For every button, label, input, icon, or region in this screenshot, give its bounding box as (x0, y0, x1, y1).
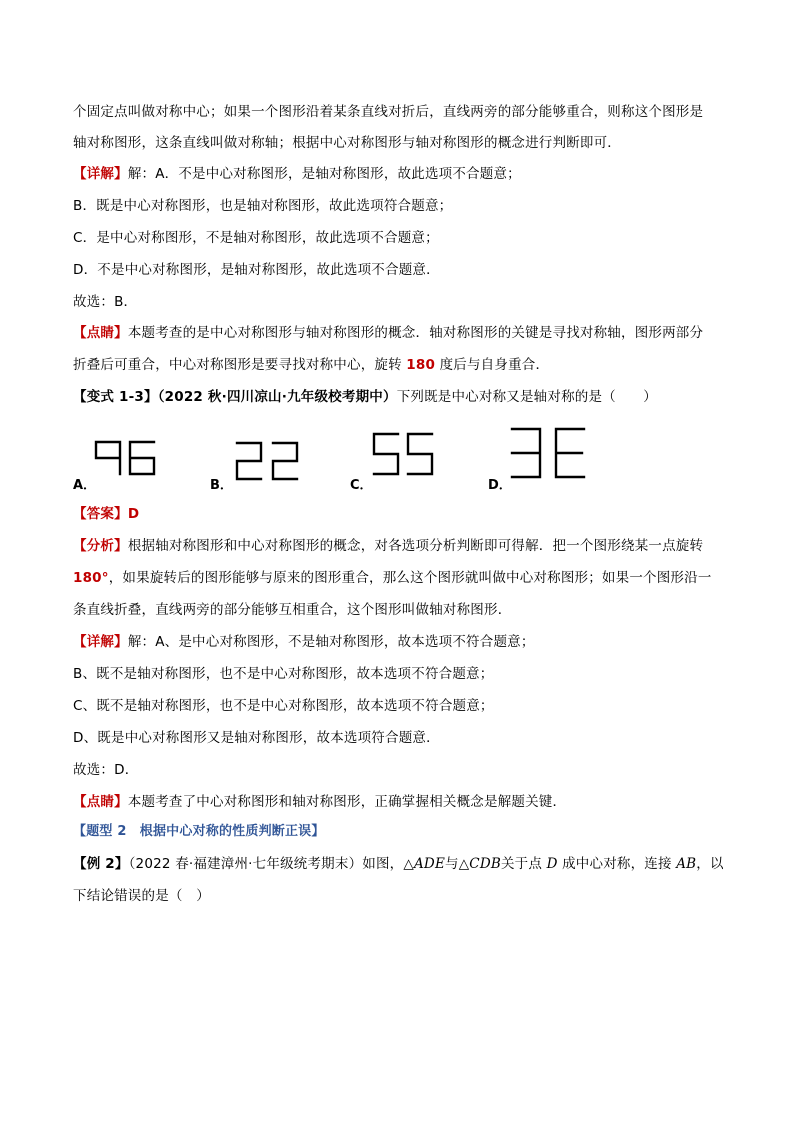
analysis-tag: 【分析】 (73, 538, 128, 554)
option-d-figure-3e (510, 427, 588, 479)
detail-line-b: B．既是中心对称图形，也是轴对称图形，故此选项符合题意； (73, 198, 453, 214)
example-tag: 【例 2】 (73, 856, 129, 872)
option-b-figure-22 (235, 441, 301, 481)
variant-comment-tag: 【点睛】 (73, 794, 128, 810)
detail-tag: 【详解】 (73, 166, 128, 182)
answer-line (73, 504, 139, 524)
choice-line: 故选：B． (73, 294, 138, 310)
option-c-figure-55 (372, 432, 436, 476)
variant-tag: 【变式 1-3】 (73, 389, 158, 405)
variant-source: （2022 秋·四川凉山·九年级校考期中） (157, 389, 397, 405)
option-b-label: B． (210, 478, 233, 493)
option-a-label: A． (73, 478, 97, 493)
variant-detail-tag: 【详解】 (73, 634, 128, 650)
detail-line-a: 【详解】解：A．不是中心对称图形，是轴对称图形，故此选项不合题意； (73, 166, 521, 182)
detail-line-c: C．是中心对称图形，不是轴对称图形，故此选项不合题意； (73, 230, 439, 246)
example-question-line-1: 【例 2】（2022 春·福建漳州·七年级统考期末）如图，△ADE与△CDB关于点 D 成中心对称，连接 AB，以 (73, 856, 724, 872)
variant-detail-line-d: D、既是中心对称图形又是轴对称图形，故本选项符合题意． (73, 730, 440, 746)
variant-comment-line: 【点睛】本题考查了中心对称图形和轴对称图形，正确掌握相关概念是解题关键． (73, 794, 567, 810)
variant-detail-line-c: C、既不是轴对称图形，也不是中心对称图形，故本选项不符合题意； (73, 698, 494, 714)
answer-tag: 【答案】 (73, 506, 128, 522)
option-c-label: C． (350, 478, 373, 493)
comment-tag: 【点睛】 (73, 325, 128, 341)
comment-line-1: 【点睛】本题考查的是中心对称图形与轴对称图形的概念．轴对称图形的关键是寻找对称轴，图形两部分 (73, 325, 704, 341)
detail-line-d: D．不是中心对称图形，是轴对称图形，故此选项不合题意． (73, 262, 440, 278)
variant-detail-line-b: B、既不是轴对称图形，也不是中心对称图形，故本选项不符合题意； (73, 666, 494, 682)
analysis-continuation-line-2: 轴对称图形，这条直线叫做对称轴；根据中心对称图形与轴对称图形的概念进行判断即可． (73, 135, 621, 151)
variant-question: 【变式 1-3】（2022 秋·四川凉山·九年级校考期中）下列既是中心对称又是轴对称的是（ ） (73, 389, 657, 405)
example-source: （2022 春·福建漳州·七年级统考期末） (128, 856, 363, 872)
variant-analysis-line-1: 【分析】根据轴对称图形和中心对称图形的概念，对各选项分析判断即可得解．把一个图形绕某一点旋转 (73, 538, 704, 554)
section-title: 【题型 2 根据中心对称的性质判断正误】 (73, 824, 325, 839)
variant-choice-line: 故选：D． (73, 762, 139, 778)
comment-line-2: 折叠后可重合，中心对称图形是要寻找对称中心，旋转 180 度后与自身重合． (73, 357, 550, 373)
analysis-continuation-line-1: 个固定点叫做对称中心；如果一个图形沿着某条直线对折后，直线两旁的部分能够重合，则称这个图形是 (73, 104, 704, 120)
option-a-figure-96 (94, 440, 156, 476)
example-question-line-2: 下结论错误的是（ ） (73, 888, 210, 904)
variant-analysis-line-3: 条直线折叠，直线两旁的部分能够互相重合，这个图形叫做轴对称图形． (73, 602, 512, 618)
option-d-label: D． (488, 478, 512, 493)
variant-analysis-line-2: 180°，如果旋转后的图形能够与原来的图形重合，那么这个图形就叫做中心对称图形；如果一个图形沿一 (73, 570, 712, 586)
answer-value: D (127, 506, 140, 522)
variant-detail-line-a: 【详解】解：A、是中心对称图形，不是轴对称图形，故本选项不符合题意； (73, 634, 535, 650)
